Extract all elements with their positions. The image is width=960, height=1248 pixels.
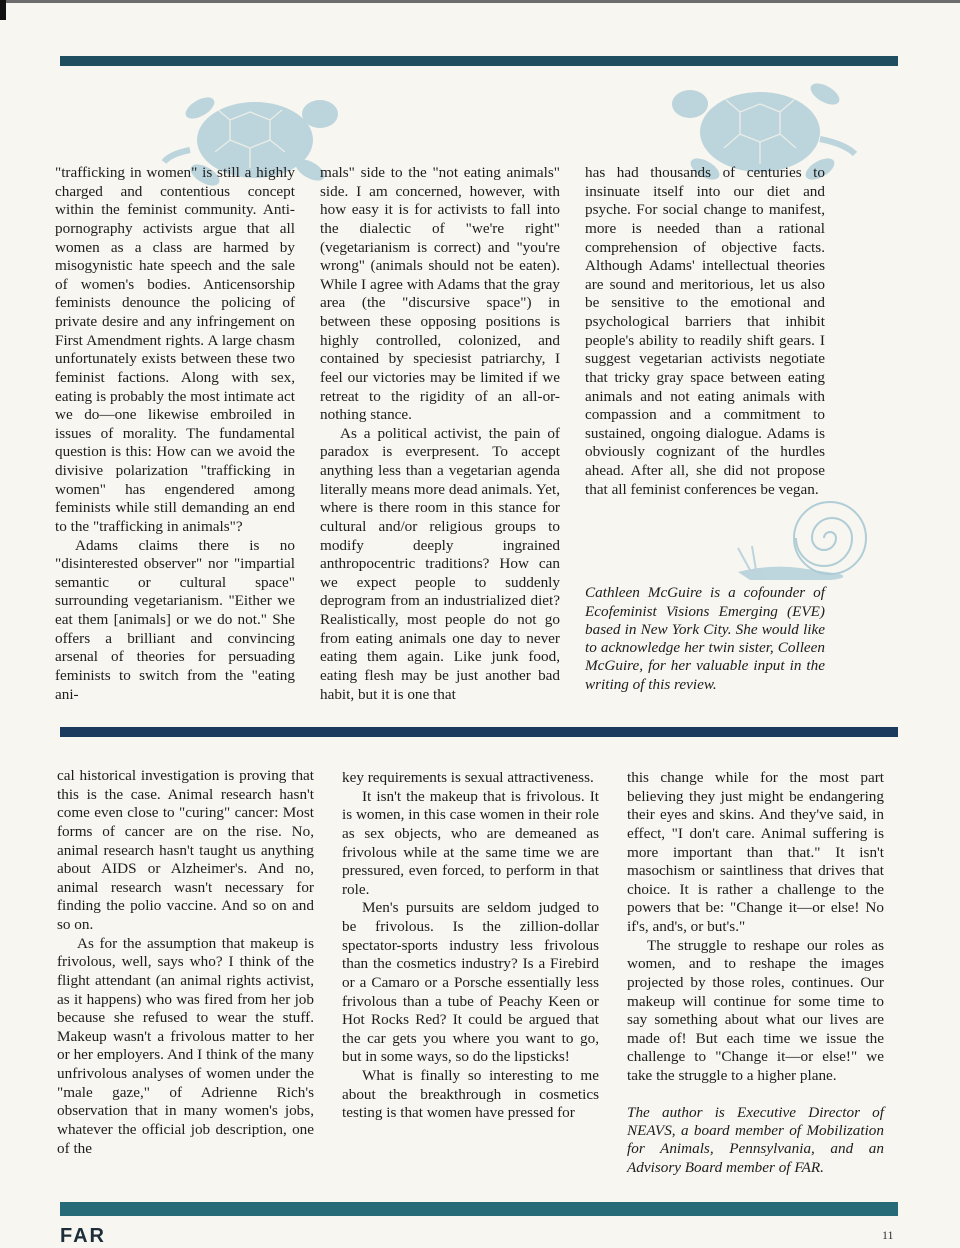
author-credit: The author is Executive Director of NEAVS, a board member of Mobilization for Animals, Pennsylvania, and an Advisory Board member of FAR.	[627, 1103, 884, 1176]
section-divider-rule	[60, 727, 898, 737]
paragraph: this change while for the most part believing they just might be endangering their eyes and skins. And they've said, in effect, "I don't care. Animal suffering is more important than that." It isn't masochism or saintliness that drives that choice. It is rather a challenge to the powers that be: "Change it—or else! No if's, and's, or but's."	[627, 769, 884, 935]
article-column-4	[57, 767, 314, 1158]
paragraph: As for the assumption that makeup is frivolous, well, says who? I think of the flight attendant (an animal rights activist, as it happens) who was fired from her job because she refused to wear the stuff. Makeup wasn't a frivolous matter to her or her employers. And I think of the many unfrivolous analyses of women under the "male gaze," of Adrienne Rich's observation that in many women's jobs, whatever the official job description, one of the	[57, 934, 314, 1157]
paragraph: Men's pursuits are seldom judged to be frivolous. Is the zillion-dollar spectator-sports industry less frivolous than the cosmetics industry? Is a Firebird or a Camaro or a Porsche essentially less frivolous than a tube of Peachy Keen or Hot Rocks Red? It could be argued that the car gets you where you want to go, but in some ways, so do the lipsticks!	[342, 899, 599, 1066]
page-number: 11	[882, 1228, 894, 1242]
paragraph: Adams claims there is no "disinterested observer" nor "impartial semantic or cultural space" surrounding vegetarianism. "Either we eat them [animals] or we do not." She offers a brilliant and convincing arsenal of theories for persuading feminists to switch from the "eating ani-	[55, 536, 295, 703]
article-column-5	[342, 769, 599, 1123]
paragraph: As a political activist, the pain of paradox is everpresent. To accept anything less than a vegetarian agenda literally means more dead animals. Yet, where is there room in this stance for cultural and/or religious groups to modify deeply ingrained anthropocentric traditions? How can we expect people to suddenly deprogram from an industrialized diet? Realistically, most people do not go from eating animals one day to never eating them again. Like junk food, eating flesh may be just another bad habit, but it is one that	[320, 424, 560, 703]
paragraph: "trafficking in women" is still a highly charged and contentious concept within the feminist community. Anti-pornography activists argue that all women as a class are harmed by misogynistic hate speech and the sale of women's bodies. Anticensorship feminists denounce the policing of private desire and any infringement on First Amendment rights. A large chasm unfortunately exists between these two feminist factions. Along with sex, eating is probably the most intimate act we do—one likewise embroiled in issues of morality. The fundamental question is this: How can we avoid the divisive polarization "trafficking in women" has engendered among feminists while still demanding an end to the "trafficking in animals"?	[55, 164, 295, 535]
paragraph: has had thousands of centuries to insinuate itself into our diet and psyche. For social change to manifest, more is needed than a rational comprehension of objective facts. Although Adams' intellectual theories are sound and meritorious, let us also be sensitive to the emotional and psychological barriers that inhibit people's ability to readily shift gears. I suggest vegetarian activists negotiate that tricky gray space between eating animals and not eating animals with compassion and a commitment to sustained, ongoing dialogue. Adams is obviously cognizant of the hurdles ahead. After all, she did not propose that all feminist conferences be vegan.	[585, 164, 825, 498]
article-column-6	[627, 769, 884, 1177]
bottom-rule	[60, 1202, 898, 1216]
article-column-1	[55, 164, 295, 704]
page-corner-mark	[0, 0, 6, 20]
page-top-edge	[0, 0, 960, 3]
paragraph: What is finally so interesting to me about the breakthrough in cosmetics testing is that women have pressed for	[342, 1067, 599, 1122]
article-column-3	[585, 164, 825, 694]
paragraph: mals" side to the "not eating animals" side. I am concerned, however, with how easy it is for activists to fall into the dialectic of "we're right" (vegetarianism is correct) and "you're wrong" (animals should not be eaten). While I agree with Adams that the gray area (the "discursive space") in between these opposing positions is highly controlled, colonized, and contained by speciesist patriarchy, I feel our victories may be limited if we retreat to the rigidity of an all-or-nothing stance.	[320, 164, 560, 424]
paragraph: key requirements is sexual attractiveness.	[342, 769, 594, 786]
article-column-2	[320, 164, 560, 704]
footer-logo: FAR	[60, 1225, 106, 1247]
paragraph: cal historical investigation is proving that this is the case. Animal research hasn't come even close to "curing" cancer: Most forms of cancer are on the rise. No, animal research hasn't taught us anything about AIDS or Alzheimer's. And no, animal research wasn't necessary for finding the polio vaccine. And so on and so on.	[57, 767, 314, 933]
paragraph: The struggle to reshape our roles as women, and to reshape the images projected by those roles, continues. Our makeup will continue for some time to say something about what our lives are made of! But each time we issue the challenge to "Change it—or else!" we take the struggle to a higher plane.	[627, 936, 884, 1084]
author-credit: Cathleen McGuire is a cofounder of Ecofeminist Visions Emerging (EVE) based in New York City. She would like to acknowledge her twin sister, Colleen McGuire, for her valuable input in the writing of this review.	[585, 584, 825, 693]
paragraph: It isn't the makeup that is frivolous. It is women, in this case women in their role as sex objects, who are demeaned as frivolous while at the same time we are pressured, even forced, to perform in that role.	[342, 787, 599, 898]
